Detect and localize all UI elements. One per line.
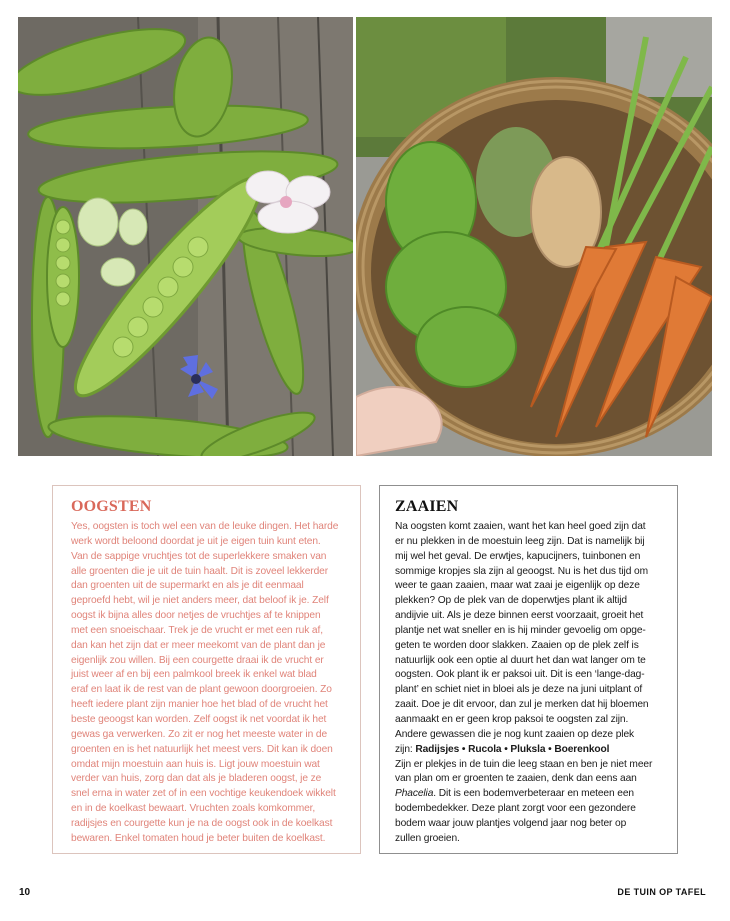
oogsten-line: bewaren. Enkel tomaten houd je beter buiten de koelkast. xyxy=(71,832,326,844)
zaaien-line: aanmaakt en er geen krop paksoi te oogsten zal zijn. xyxy=(395,713,629,725)
oogsten-line: alle groenten die je uit de tuin haalt. Dit is zoveel lekkerder xyxy=(71,565,329,577)
zaaien-line: zaait. Doe je dit ervoor, dan zul je merken dat hij bloemen xyxy=(395,699,649,711)
oogsten-line: eraf en laat ik de rest van de plant gewoon doorgroeien. Zo xyxy=(71,684,332,696)
oogsten-line: omdat mijn moestuin aan huis is. Ligt jouw moestuin wat xyxy=(71,758,320,770)
zaaien-text xyxy=(395,520,665,847)
zaaien-line: zijn: xyxy=(395,743,416,755)
oogsten-line: werk wordt beloond doordat je uit je eigen tuin kunt eten. xyxy=(71,535,321,547)
magazine-title: DE TUIN OP TAFEL xyxy=(617,887,706,897)
basket-photo xyxy=(356,17,712,456)
oogsten-line: geproefd hebt, wil je niet anders meer, dat beloof ik je. Zelf xyxy=(71,595,329,607)
page-number: 10 xyxy=(19,887,31,898)
oogsten-box xyxy=(52,485,361,854)
zaaien-line: plekken? Op de plek van de doperwtjes plant ik altijd xyxy=(395,595,627,607)
phacelia-term: Phacelia xyxy=(395,788,434,800)
zaaien-line: sommige kropjes sla zijn al geoogst. Nu is het dus tijd om xyxy=(395,565,648,577)
oogsten-line: radijsjes en courgette kun je na de oogst ook in de koelkast xyxy=(71,817,333,829)
zaaien-box xyxy=(379,485,678,854)
zaaien-line: andijvie uit. Als je deze binnen eerst voorzaait, groeit het xyxy=(395,610,644,622)
crop-list: Radijsjes • Rucola • Pluksla • Boerenkool xyxy=(415,743,610,755)
oogsten-line: met een snoeischaar. Trek je de vrucht er met een ruk af, xyxy=(71,624,323,636)
zaaien-line: plantje net wat sneller en is hij minder gevoelig om opge- xyxy=(395,624,646,636)
basket-illustration xyxy=(356,17,712,456)
zaaien-line: natuurlijk ook een optie al duurt het dan wat langer om te xyxy=(395,654,646,666)
oogsten-line: oogst ik bijna alles door netjes de vruchtjes af te knippen xyxy=(71,610,321,622)
oogsten-line: groenten en is het natuurlijk het meest vers. Dit kan ik doen xyxy=(71,743,333,755)
oogsten-line: dan kan het zijn dat er meer meekomt van de plant dan je xyxy=(71,639,326,651)
oogsten-line: beste geoogst kan worden. Zelf oogst ik net voordat ik het xyxy=(71,713,327,725)
oogsten-line: eigenlijk zou willen. Bij een courgette draai ik de vrucht er xyxy=(71,654,324,666)
zaaien-line: Andere gewassen die je nog kunt zaaien op deze plek xyxy=(395,728,635,740)
zaaien-line: . Dit is een bodemverbeteraar en meteen een xyxy=(433,788,634,800)
zaaien-line: zullen groeien. xyxy=(395,832,460,844)
zaaien-line: geten te worden door slakken. Zaaien op de plek zelf is xyxy=(395,639,639,651)
zaaien-line: oogsten. Ook plant ik er paksoi uit. Dit is een ‘lange-dag- xyxy=(395,669,645,681)
oogsten-line: en in de koelkast bewaart. Vruchten zoals komkommer, xyxy=(71,803,316,815)
oogsten-line: juist weer af en bij een palmkool breek ik enkel wat blad xyxy=(71,669,317,681)
zaaien-line: mij wel het geval. De erwtjes, kapucijners, tuinbonen en xyxy=(395,550,641,562)
zaaien-line: Na oogsten komt zaaien, want het kan heel goed zijn dat xyxy=(395,521,646,532)
zaaien-line: er nu plekken in de moestuin leeg zijn. Dat is namelijk bij xyxy=(395,535,645,547)
oogsten-title: OOGSTEN xyxy=(71,498,152,515)
zaaien-line: bodembedekker. Deze plant zorgt voor een gezondere xyxy=(395,803,636,815)
peas-illustration xyxy=(18,17,353,456)
zaaien-title: ZAAIEN xyxy=(395,498,459,515)
oogsten-line: Van de sappige vruchtjes tot de superlekkere smaken van xyxy=(71,550,327,562)
oogsten-line: dan groenten uit de supermarkt en als je dit eenmaal xyxy=(71,580,304,592)
oogsten-line: heeft iedere plant zijn manier hoe het blad of de vrucht het xyxy=(71,699,328,711)
oogsten-line: gewas ga verwerken. Zo zit er nog het meeste water in de xyxy=(71,728,328,740)
zaaien-line: bodem waar jouw plantjes volgend jaar nog beter op xyxy=(395,817,627,829)
zaaien-line: van plan om er groenten te zaaien, denk dan eens aan xyxy=(395,773,637,785)
zaaien-line: Zijn er plekjes in de tuin die leeg staan en ben je niet meer xyxy=(395,758,653,770)
oogsten-line: snel erna in water zet of in een vochtige keukendoek wikkelt xyxy=(71,788,336,800)
zaaien-line: weer te gaan zaaien, maar wat zaai je eigenlijk op deze xyxy=(395,580,640,592)
peas-photo xyxy=(18,17,353,456)
zaaien-line: plant’ en schiet niet in bloei als je deze na juni uitplant of xyxy=(395,684,643,696)
oogsten-text xyxy=(71,520,346,847)
oogsten-line: verder van huis, zorg dan dat als je bladeren oogst, je ze xyxy=(71,773,322,785)
oogsten-line: Yes, oogsten is toch wel een van de leuke dingen. Het harde xyxy=(71,521,339,532)
